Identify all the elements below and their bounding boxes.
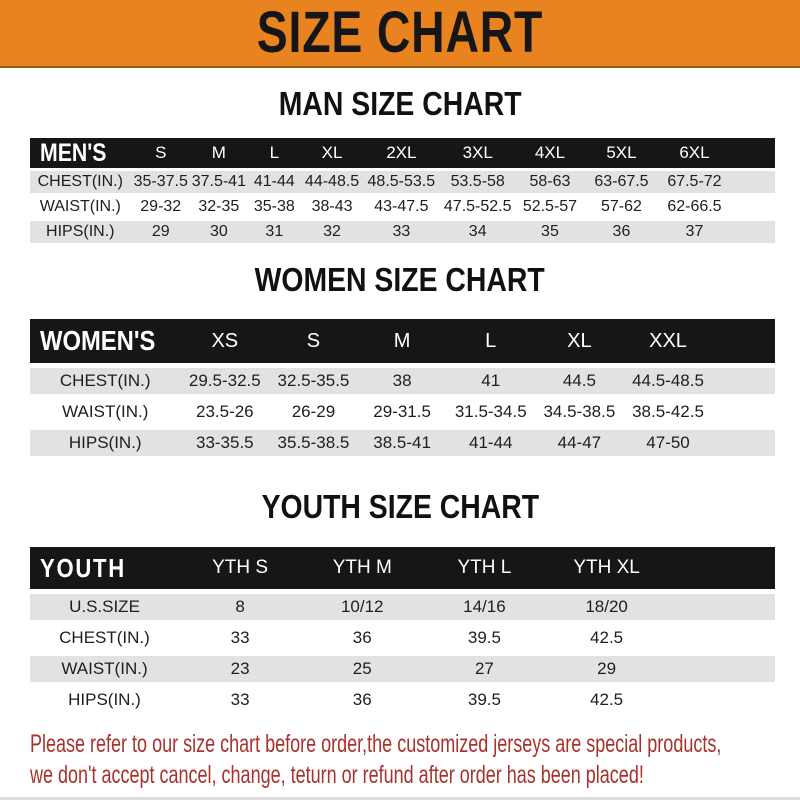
size-value-cell: 35-37.5: [131, 171, 191, 193]
size-value-cell: 36: [301, 687, 423, 713]
women-header-row: [30, 319, 775, 363]
column-header: M: [358, 319, 447, 363]
size-value-cell: 38.5-42.5: [624, 399, 713, 425]
size-value-cell: 32: [302, 221, 362, 243]
table-row: [30, 221, 775, 243]
size-value-cell: 34.5-38.5: [535, 399, 624, 425]
header-filler: [731, 138, 775, 168]
size-value-cell: 31: [247, 221, 302, 243]
size-value-cell: 32-35: [191, 196, 247, 218]
table-row: [30, 594, 775, 620]
size-value-cell: 35.5-38.5: [269, 430, 358, 456]
size-value-cell: 33-35.5: [181, 430, 270, 456]
row-label: WAIST(IN.): [30, 399, 181, 425]
column-header: XL: [535, 319, 624, 363]
row-label: WAIST(IN.): [30, 196, 131, 218]
youth-header-row: [30, 547, 775, 589]
women-size-table: [30, 314, 775, 461]
column-header: 5XL: [585, 138, 658, 168]
table-row: [30, 368, 775, 394]
size-value-cell: 47.5-52.5: [440, 196, 514, 218]
men-corner-label: MEN'S: [40, 138, 107, 167]
table-row: [30, 430, 775, 456]
size-value-cell: 27: [423, 656, 545, 682]
table-row: [30, 625, 775, 651]
disclaimer-text: [30, 729, 795, 791]
size-value-cell: 44-48.5: [302, 171, 362, 193]
column-header: 2XL: [362, 138, 440, 168]
column-header: M: [191, 138, 247, 168]
row-label: U.S.SIZE: [30, 594, 179, 620]
youth-size-chart-heading-text: YOUTH SIZE CHART: [261, 488, 539, 525]
column-header: L: [446, 319, 535, 363]
table-row: [30, 687, 775, 713]
size-value-cell: 23: [179, 656, 301, 682]
size-value-cell: 41-44: [247, 171, 302, 193]
size-value-cell: 34: [440, 221, 514, 243]
size-value-cell: 35-38: [247, 196, 302, 218]
size-value-cell: 36: [585, 221, 658, 243]
size-value-cell: 18/20: [546, 594, 668, 620]
youth-size-table: [30, 542, 775, 718]
youth-size-chart-heading: [0, 487, 800, 527]
size-value-cell: 48.5-53.5: [362, 171, 440, 193]
size-value-cell: 26-29: [269, 399, 358, 425]
column-header: 4XL: [515, 138, 585, 168]
row-filler: [668, 656, 775, 682]
size-value-cell: 37.5-41: [191, 171, 247, 193]
size-chart-title: SIZE CHART: [256, 0, 544, 65]
table-row: [30, 196, 775, 218]
size-value-cell: 37: [658, 221, 731, 243]
size-value-cell: 58-63: [515, 171, 585, 193]
column-header: 3XL: [440, 138, 514, 168]
size-value-cell: 62-66.5: [658, 196, 731, 218]
size-value-cell: 53.5-58: [440, 171, 514, 193]
size-value-cell: 39.5: [423, 625, 545, 651]
row-label: HIPS(IN.): [30, 430, 181, 456]
size-value-cell: 41-44: [446, 430, 535, 456]
table-row: [30, 171, 775, 193]
table-row: [30, 656, 775, 682]
size-value-cell: 67.5-72: [658, 171, 731, 193]
size-value-cell: 38: [358, 368, 447, 394]
size-value-cell: 47-50: [624, 430, 713, 456]
size-value-cell: 57-62: [585, 196, 658, 218]
size-value-cell: 42.5: [546, 687, 668, 713]
row-filler: [731, 171, 775, 193]
header-filler: [668, 547, 775, 589]
column-header: YTH XL: [546, 547, 668, 589]
size-value-cell: 10/12: [301, 594, 423, 620]
size-value-cell: 29-32: [131, 196, 191, 218]
man-size-chart-heading-text: MAN SIZE CHART: [278, 85, 522, 122]
size-value-cell: 29: [131, 221, 191, 243]
size-value-cell: 63-67.5: [585, 171, 658, 193]
size-value-cell: 32.5-35.5: [269, 368, 358, 394]
size-value-cell: 44.5: [535, 368, 624, 394]
row-label: HIPS(IN.): [30, 221, 131, 243]
size-value-cell: 33: [179, 625, 301, 651]
row-filler: [668, 687, 775, 713]
women-size-chart-heading: [0, 260, 800, 300]
row-filler: [712, 430, 775, 456]
size-value-cell: 36: [301, 625, 423, 651]
size-value-cell: 35: [515, 221, 585, 243]
row-filler: [731, 196, 775, 218]
row-filler: [668, 594, 775, 620]
row-filler: [668, 625, 775, 651]
row-label: CHEST(IN.): [30, 368, 181, 394]
men-size-table: [30, 135, 775, 246]
size-value-cell: 39.5: [423, 687, 545, 713]
row-label: CHEST(IN.): [30, 171, 131, 193]
table-row: [30, 399, 775, 425]
size-value-cell: 33: [362, 221, 440, 243]
column-header: XXL: [624, 319, 713, 363]
size-value-cell: 38.5-41: [358, 430, 447, 456]
column-header: S: [269, 319, 358, 363]
column-header: XL: [302, 138, 362, 168]
size-value-cell: 44-47: [535, 430, 624, 456]
header-filler: [712, 319, 775, 363]
size-value-cell: 41: [446, 368, 535, 394]
size-value-cell: 29-31.5: [358, 399, 447, 425]
men-header-row: [30, 138, 775, 168]
row-filler: [712, 368, 775, 394]
disclaimer-line-2: we don't accept cancel, change, teturn or refund after order has been placed!: [30, 761, 644, 789]
size-value-cell: 42.5: [546, 625, 668, 651]
column-header: XS: [181, 319, 270, 363]
size-value-cell: 44.5-48.5: [624, 368, 713, 394]
women-size-chart-heading-text: WOMEN SIZE CHART: [254, 261, 546, 298]
size-value-cell: 33: [179, 687, 301, 713]
size-value-cell: 23.5-26: [181, 399, 270, 425]
size-value-cell: 30: [191, 221, 247, 243]
column-header: S: [131, 138, 191, 168]
youth-corner-label: YOUTH: [40, 552, 126, 583]
size-value-cell: 31.5-34.5: [446, 399, 535, 425]
column-header: YTH S: [179, 547, 301, 589]
size-value-cell: 25: [301, 656, 423, 682]
man-size-chart-heading: [0, 84, 800, 124]
row-filler: [712, 399, 775, 425]
row-label: HIPS(IN.): [30, 687, 179, 713]
size-value-cell: 29.5-32.5: [181, 368, 270, 394]
youth-corner-label-cell: [30, 547, 179, 589]
size-value-cell: 52.5-57: [515, 196, 585, 218]
size-value-cell: 43-47.5: [362, 196, 440, 218]
column-header: 6XL: [658, 138, 731, 168]
women-corner-label-cell: [30, 319, 181, 363]
row-label: WAIST(IN.): [30, 656, 179, 682]
size-value-cell: 14/16: [423, 594, 545, 620]
size-value-cell: 8: [179, 594, 301, 620]
column-header: YTH L: [423, 547, 545, 589]
size-chart-banner: [0, 0, 800, 68]
column-header: YTH M: [301, 547, 423, 589]
row-label: CHEST(IN.): [30, 625, 179, 651]
disclaimer-line-1: Please refer to our size chart before order,the customized jerseys are special products,: [30, 730, 722, 758]
women-corner-label: WOMEN'S: [40, 325, 156, 356]
row-filler: [731, 221, 775, 243]
size-value-cell: 38-43: [302, 196, 362, 218]
men-corner-label-cell: [30, 138, 131, 168]
column-header: L: [247, 138, 302, 168]
size-value-cell: 29: [546, 656, 668, 682]
